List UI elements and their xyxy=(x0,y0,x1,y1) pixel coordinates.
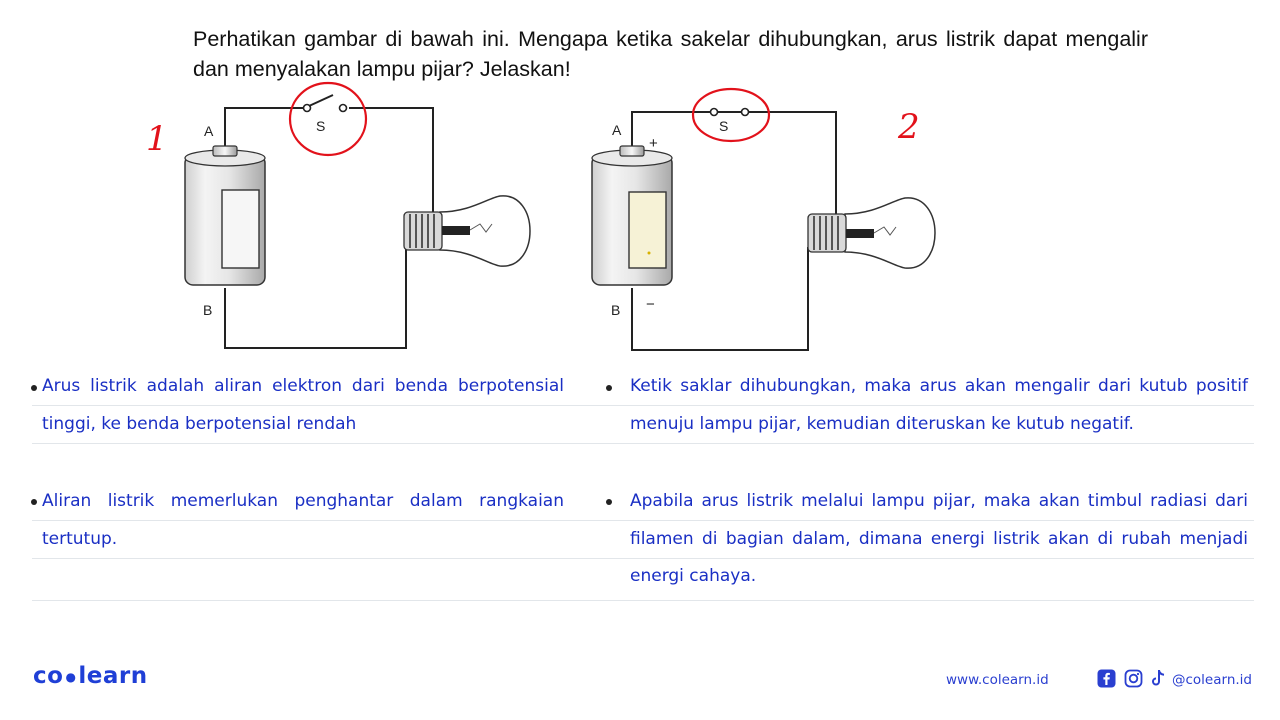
website-url[interactable]: www.colearn.id xyxy=(946,672,1049,688)
battery-2 xyxy=(592,146,672,285)
lamp-bulb-1 xyxy=(404,196,530,266)
divider-1 xyxy=(32,405,1254,406)
wire-right-2 xyxy=(748,112,836,218)
bullet-3 xyxy=(31,499,37,505)
terminal-b-2: B xyxy=(611,302,621,318)
note-3: Aliran listrik memerlukan penghantar dalam rangkaian tertutup. xyxy=(42,491,564,549)
wire-right-1 xyxy=(349,108,433,216)
circuit-number-1: 1 xyxy=(146,119,168,159)
battery-1 xyxy=(185,146,265,285)
question-text: Perhatikan gambar di bawah ini. Mengapa ketika sakelar dihubungkan, arus listrik dapat mengalir dan menyalakan lampu pijar? Jelaskan! xyxy=(193,27,1148,81)
colearn-logo: co ●learn xyxy=(33,663,148,689)
lamp-bulb-2 xyxy=(808,198,935,268)
positive-sign: + xyxy=(649,135,658,152)
switch-highlight-1 xyxy=(290,83,366,155)
bullet-1 xyxy=(31,385,37,391)
note-4: Apabila arus listrik melalui lampu pijar, maka akan timbul radiasi dari filamen di bagian dalam, dimana energi listrik akan di rubah menjadi energi cahaya. xyxy=(630,491,1248,586)
bullet-4 xyxy=(606,499,612,505)
terminal-a-1: A xyxy=(204,123,214,139)
switch-open-1 xyxy=(290,83,366,155)
negative-sign: − xyxy=(646,296,655,313)
divider-3 xyxy=(32,520,1254,521)
terminal-b-1: B xyxy=(203,302,213,318)
wire-top-1 xyxy=(225,108,305,148)
tiktok-icon[interactable] xyxy=(1150,669,1167,688)
note-1: Arus listrik adalah aliran elektron dari benda berpotensial tinggi, ke benda berpotensial rendah xyxy=(42,376,564,434)
instagram-icon[interactable] xyxy=(1124,669,1143,688)
bullet-2 xyxy=(606,385,612,391)
social-handle[interactable]: @colearn.id xyxy=(1172,672,1252,688)
terminal-a-2: A xyxy=(612,122,622,138)
switch-label-2: S xyxy=(719,118,729,134)
circuit-2 xyxy=(592,89,935,350)
divider-4 xyxy=(32,558,1254,559)
circuit-1 xyxy=(146,83,530,348)
switch-highlight-2 xyxy=(693,89,769,141)
switch-label-1: S xyxy=(316,118,326,134)
note-2: Ketik saklar dihubungkan, maka arus akan mengalir dari kutub positif menuju lampu pijar, kemudian diteruskan ke kutub negatif. xyxy=(630,376,1248,434)
switch-closed-2 xyxy=(693,89,769,141)
divider-5 xyxy=(32,600,1254,601)
circuit-number-2: 2 xyxy=(898,107,920,147)
divider-2 xyxy=(32,443,1254,444)
facebook-icon[interactable] xyxy=(1097,669,1116,688)
